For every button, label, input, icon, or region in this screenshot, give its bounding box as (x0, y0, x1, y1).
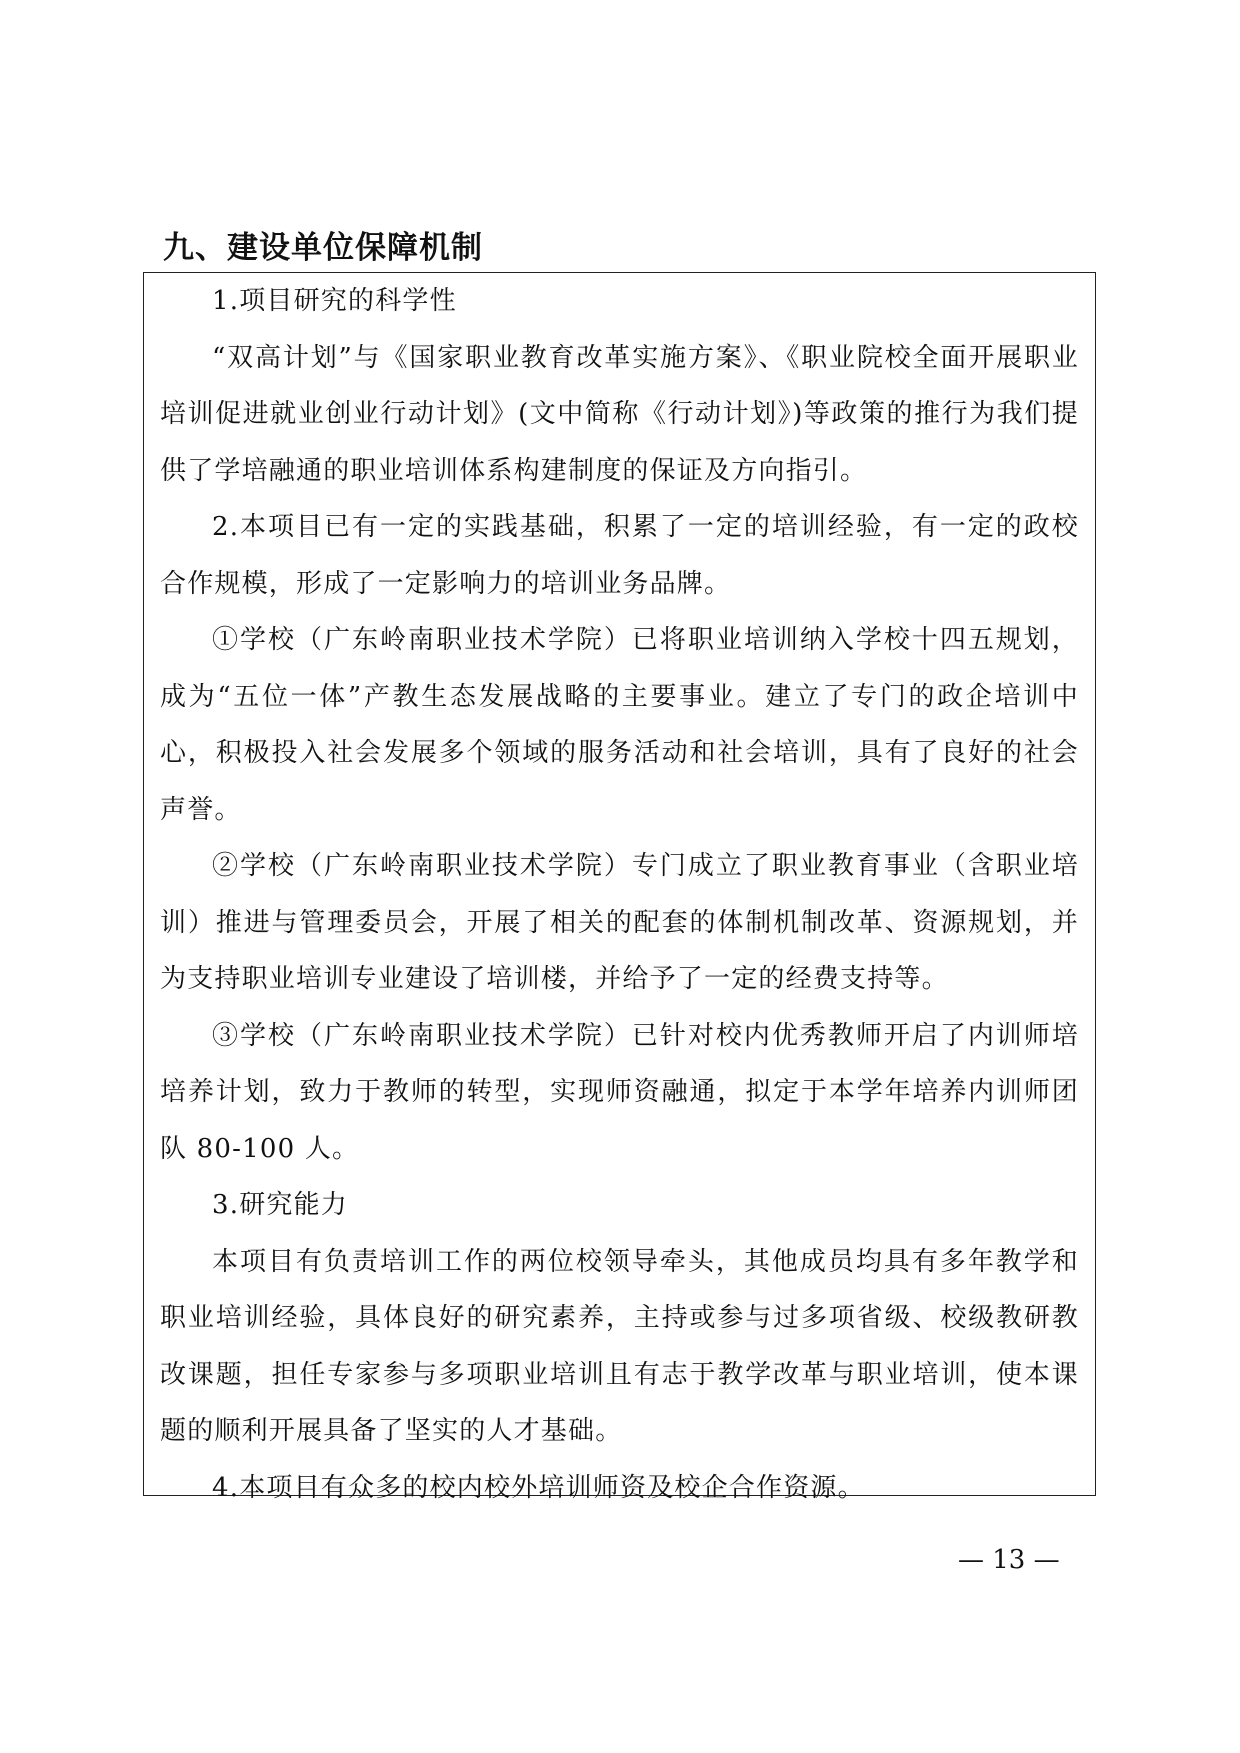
page-number: — 13 — (958, 1545, 1060, 1575)
section-title: 九、建设单位保障机制 (163, 230, 483, 266)
paragraph-item-1: ①学校（广东岭南职业技术学院）已将职业培训纳入学校十四五规划，成为“五位一体”产教生态发展战略的主要事业。建立了专门的政企培训中心，积极投入社会发展多个领域的服务活动和社会培训，具有了良好的社会声誉。 (160, 625, 1079, 825)
paragraph-resources: 4.本项目有众多的校内校外培训师资及校企合作资源。 (212, 1472, 865, 1503)
paragraph-practice-basis: 2.本项目已有一定的实践基础，积累了一定的培训经验，有一定的政校合作规模，形成了一定影响力的培训业务品牌。 (160, 512, 1079, 599)
paragraph-subheading-scientific: 1.项目研究的科学性 (212, 286, 457, 316)
content-box (143, 272, 1096, 1503)
paragraph-policy-basis: “双高计划”与《国家职业教育改革实施方案》、《职业院校全面开展职业培训促进就业创业行动计划》(文中简称《行动计划》)等政策的推行为我们提供了学培融通的职业培训体系构建制度的保证及方向指引。 (160, 342, 1079, 486)
paragraph-subheading-research: 3.研究能力 (212, 1190, 349, 1220)
paragraph-item-3: ③学校（广东岭南职业技术学院）已针对校内优秀教师开启了内训师培培养计划，致力于教师的转型，实现师资融通，拟定于本学年培养内训师团队 80-100 人。 (160, 1020, 1079, 1164)
paragraph-item-2: ②学校（广东岭南职业技术学院）专门成立了职业教育事业（含职业培训）推进与管理委员会，开展了相关的配套的体制机制改革、资源规划，并为支持职业培训专业建设了培训楼，并给予了一定的经费支持等。 (160, 851, 1079, 994)
paragraph-research-ability: 本项目有负责培训工作的两位校领导牵头，其他成员均具有多年教学和职业培训经验，具体良好的研究素养，主持或参与过多项省级、校级教研教改课题，担任专家参与多项职业培训且有志于教学改革与职业培训，使本课题的顺利开展具备了坚实的人才基础。 (160, 1246, 1079, 1446)
